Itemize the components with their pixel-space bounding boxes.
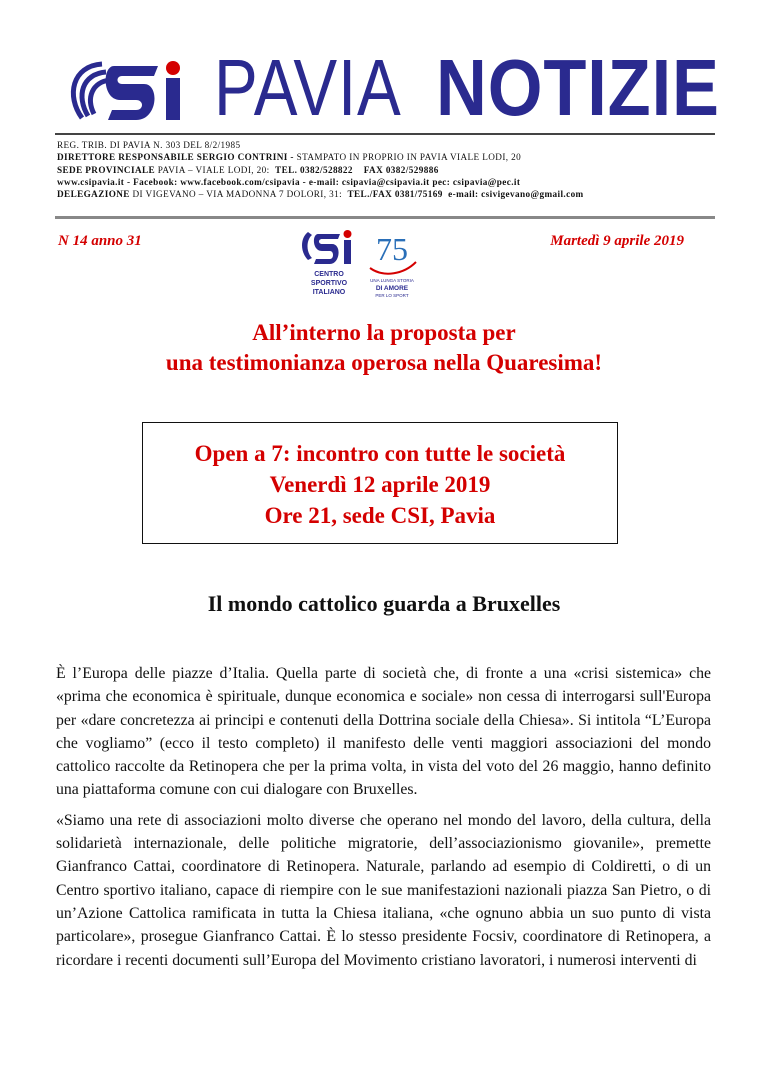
masthead (62, 43, 720, 132)
announcement-line-1: Open a 7: incontro con tutte le società (194, 441, 566, 466)
svg-text:UNA LUNGA STORIA: UNA LUNGA STORIA (370, 278, 414, 283)
csi-logo-icon (62, 56, 212, 128)
director-line: DIRETTORE RESPONSABILE SERGIO CONTRINI - STAMPATO IN PROPRIO IN PAVIA VIALE LODI, 20 (57, 152, 522, 163)
svg-text:ITALIANO: ITALIANO (312, 289, 346, 296)
contacts-line: www.csipavia.it - Facebook: www.facebook.com/csipavia - e-mail: csipavia@csipavia.it pec: csipavia@pec.it (57, 176, 521, 187)
svg-text:DI AMORE: DI AMORE (375, 285, 409, 292)
svg-text:75: 75 (376, 231, 408, 267)
issue-date: Martedì 9 aprile 2019 (550, 233, 684, 249)
center-logo (300, 228, 420, 300)
publication-info (57, 139, 717, 200)
svg-text:SPORTIVO: SPORTIVO (310, 280, 348, 287)
headline-line-1: All’interno la proposta per (252, 320, 516, 345)
headline-line-2: una testimonianza operosa nella Quaresima! (165, 350, 603, 375)
issue-number: N 14 anno 31 (58, 233, 142, 249)
masthead-title-pavia: PAVIA (214, 43, 402, 132)
svg-text:PER LO SPORT: PER LO SPORT (375, 293, 409, 298)
masthead-title-notizie: NOTIZIE (436, 43, 720, 132)
info-divider (55, 216, 715, 219)
announcement-box (142, 422, 618, 544)
article-paragraph: È l’Europa delle piazze d’Italia. Quella parte di società che, di fronte a una «crisi sistemica» che «prima che economica è spirituale, dunque economica e sociale» non cessa di interrogarsi sull'Europa per «dare concretezza ai principi e contenuti della Dottrina sociale della Chiesa». Si intitola “L’Europa che vogliamo” (ecco il testo completo) il manifesto delle venti maggiori associazioni del mondo cattolico raccolte da Retinopera che per la prima volta, in vista del voto del 26 maggio, hanno definito una piattaforma comune con cui dialogare con Bruxelles. (56, 665, 711, 799)
anniversary-75-icon (364, 228, 422, 300)
announcement-line-2: Venerdì 12 aprile 2019 (269, 472, 491, 497)
masthead-divider (55, 133, 715, 135)
article-paragraph: «Siamo una rete di associazioni molto diverse che operano nel mondo del lavoro, della cultura, della solidarietà internazionale, delle politiche migratorie, dell’associazionismo giovanile», premette Gianfranco Cattai, coordinatore di Retinopera. Naturale, parlando ad esempio di Coldiretti, o di un Centro sportivo italiano, capace di riempire con le sue manifestazioni nazionali piazza San Pietro, o di un’Azione Cattolica ramificata in tutta la Chiesa italiana, «che ognuno abbia un suo punto di vista particolare», prosegue Gianfranco Cattai. È lo stesso presidente Focsiv, coordinatore di Retinopera, a ricordare i recenti documenti sull’Europa del Movimento cristiano lavoratori, i numerosi interventi di (56, 811, 711, 969)
article-body (56, 662, 711, 979)
article-title: Il mondo cattolico guarda a Bruxelles (207, 591, 561, 616)
announcement-line-3: Ore 21, sede CSI, Pavia (264, 503, 496, 528)
office-line: SEDE PROVINCIALE PAVIA – VIALE LODI, 20: TEL. 0382/528822 FAX 0382/529886 (57, 164, 439, 175)
registration-line: REG. TRIB. DI PAVIA N. 303 DEL 8/2/1985 (57, 140, 241, 150)
headline (0, 318, 768, 378)
svg-text:CENTRO: CENTRO (314, 271, 344, 278)
csi-small-logo-icon (300, 228, 358, 300)
delegation-line: DELEGAZIONE DI VIGEVANO – VIA MADONNA 7 DOLORI, 31: TEL./FAX 0381/75169 e-mail: csivigevano@gmail.com (57, 189, 584, 200)
